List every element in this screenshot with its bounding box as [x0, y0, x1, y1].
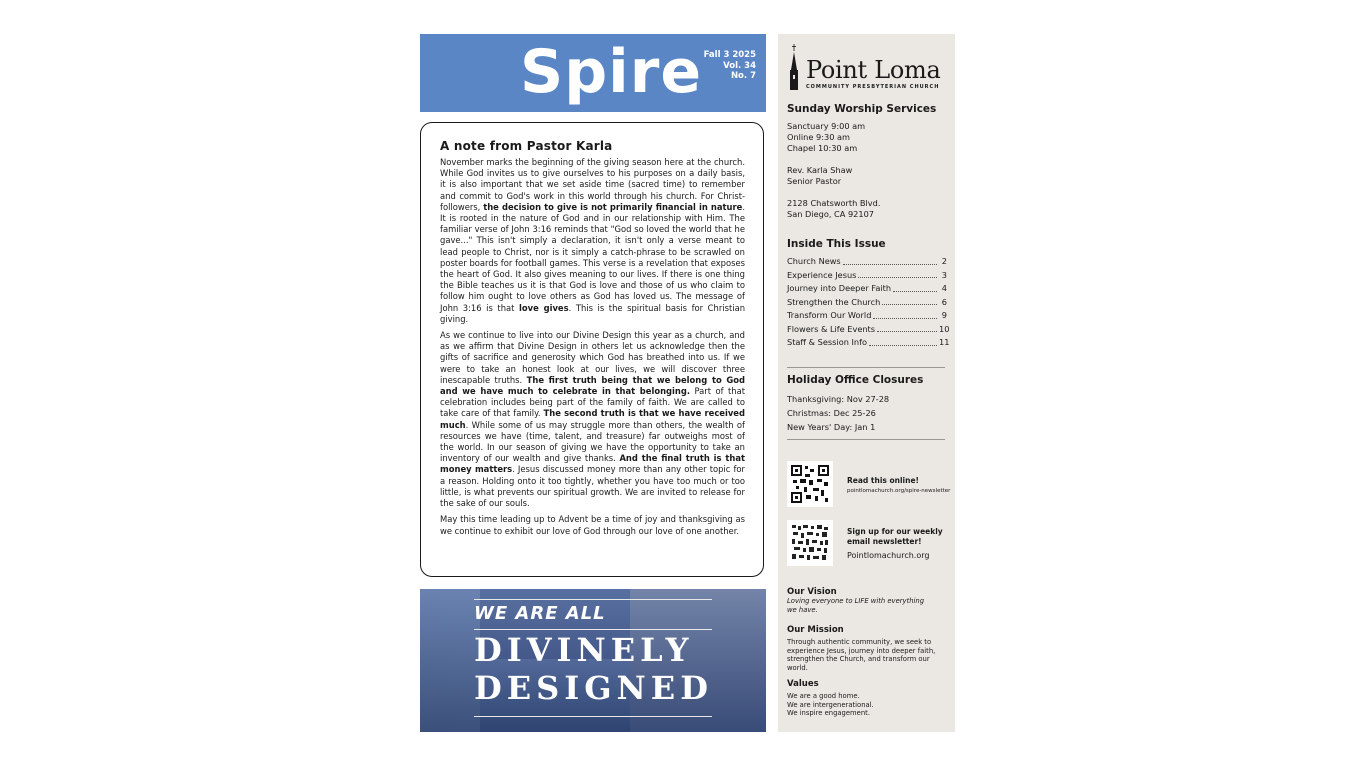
church-subtitle: COMMUNITY PRESBYTERIAN CHURCH [806, 84, 940, 90]
toc-heading: Inside This Issue [787, 238, 886, 250]
vision-section [787, 587, 947, 614]
issue-season: Fall 3 2025 [703, 50, 756, 60]
closure-item: New Years' Day: Jan 1 [787, 422, 876, 432]
values-section [787, 679, 947, 718]
closure-item: Christmas: Dec 25-26 [787, 408, 876, 418]
vision-heading: Our Vision [787, 587, 837, 597]
banner-rule [474, 599, 712, 600]
pastor-note-paragraph-2 [440, 330, 745, 509]
closure-item: Thanksgiving: Nov 27-28 [787, 394, 890, 404]
toc-page: 10 [939, 323, 950, 334]
bold-run: love gives [519, 302, 569, 313]
toc-label: Church News [787, 256, 841, 266]
service-time: Sanctuary 9:00 am [787, 121, 866, 131]
value-item: We are intergenerational. [787, 700, 874, 709]
steeple-icon [788, 44, 800, 92]
toc-leader [843, 255, 937, 265]
issue-number: No. 7 [730, 71, 756, 81]
text-run: . It is rooted in the nature of God and in our relationship with Him. The familiar verse of John 3:16 reminds that "God so loved the world that he gave..." This isn't simply a declaration, it isn't only a verse meant to lead people to Christ, nor is it simply a catch-phrase to be scrawled on poster boards for football games. This verse is a revelation that exposes the heart of God. It also gives meaning to our lives. If there is one thing the Bible teaches us it is that God is love and those of us who claim to follow him ought to love others as God has loved us. The message of John 3:16 is that [440, 201, 745, 313]
qr-code-icon [791, 465, 829, 503]
toc-leader [877, 323, 937, 333]
closures-heading: Holiday Office Closures [787, 374, 924, 386]
bold-run: The second truth is that we have received much [440, 408, 745, 430]
service-time: Online 9:30 am [787, 132, 850, 142]
qr-code-icon [791, 524, 829, 562]
pastor-title: Senior Pastor [787, 176, 842, 186]
text-run: . Jesus discussed money more than any other topic for a reason. Holding onto it too tightly, whether you have too much or too little, is what prevents our spiritual growth. We are invited to release for the sake of our souls. [440, 464, 745, 509]
read-online-text [847, 476, 950, 496]
toc-leader [873, 309, 937, 319]
toc-leader [858, 269, 937, 279]
banner-rule [474, 716, 712, 717]
mission-section [787, 625, 947, 672]
church-address [787, 198, 947, 220]
values-list [787, 692, 947, 718]
signup-title-line-1: Sign up for our weekly [847, 527, 943, 536]
banner-photo [420, 589, 480, 732]
vision-text: Loving everyone to LIFE with everything we have. [787, 597, 925, 614]
toc-item [787, 296, 947, 310]
pastor-name: Rev. Karla Shaw [787, 165, 853, 175]
church-logo [788, 44, 948, 94]
toc-item [787, 309, 947, 323]
toc-item [787, 336, 950, 350]
pastor-note-paragraph-1 [440, 157, 745, 325]
toc-page: 9 [941, 310, 947, 320]
newsletter-front-page [420, 34, 766, 732]
signup-text [847, 527, 943, 561]
toc-label: Strengthen the Church [787, 296, 881, 307]
toc-item [787, 255, 947, 269]
sidebar [778, 34, 955, 732]
value-item: We are a good home. [787, 692, 860, 700]
address-line: 2128 Chatsworth Blvd. [787, 198, 881, 208]
pastor-note [420, 122, 764, 577]
value-item: We inspire engagement. [787, 709, 870, 717]
text-run: As we continue to live into our Divine Design this year as a church, and as we affirm that Divine Design in others let us acknowledge then the gifts of sacrifice and generosity which God has breathed into us. If we were to take an honest look at our lives, we will discover three inescapable truths. [440, 330, 745, 385]
signup-title-line-2: email newsletter! [847, 537, 922, 546]
mission-text: Through authentic community, we seek to experience Jesus, journey into deeper faith, strengthen the Church, and transform our world. [787, 638, 936, 672]
banner-line-2: DIVINELY [474, 631, 694, 669]
toc-page: 4 [941, 283, 947, 293]
divider [787, 367, 945, 368]
worship-section [787, 103, 947, 220]
text-run: November marks the beginning of the giving season here at the church. While God invites us to give ourselves to his purposes on a daily basis, it is also important that we set aside time (sacred time) to remember and commit to God's work in this world through his church. For Christ-followers, [440, 157, 745, 212]
text-run: . This is the spiritual basis for Christian giving. [440, 302, 746, 324]
toc-label: Journey into Deeper Faith [787, 283, 892, 293]
signup-url[interactable]: Pointlomachurch.org [847, 551, 930, 560]
toc-leader [869, 336, 937, 346]
toc-list [787, 255, 950, 350]
toc-label: Staff & Session Info [787, 337, 867, 347]
banner-line-3: DESIGNED [474, 669, 713, 707]
values-heading: Values [787, 679, 819, 689]
bold-run: The first truth being that we belong to God and we have much to celebrate in that belonging. [440, 374, 746, 397]
toc-label: Flowers & Life Events [787, 323, 876, 334]
toc-label: Transform Our World [787, 310, 872, 320]
text-run: Part of that celebration includes being part of the family of faith. We are called to take care of that family. [440, 386, 745, 419]
mission-heading: Our Mission [787, 625, 844, 635]
toc-page: 2 [941, 256, 947, 266]
bold-run: the decision to give is not primarily financial in nature [483, 201, 743, 212]
toc-section [787, 238, 950, 350]
read-online-url[interactable]: pointlomachurch.org/spire-newsletter [847, 488, 951, 494]
toc-page: 11 [939, 337, 950, 347]
closures-list [787, 392, 947, 434]
newsletter-title: Spire [520, 37, 703, 107]
qr-code-online[interactable] [787, 461, 833, 507]
pastor-info [787, 165, 947, 187]
address-line: San Diego, CA 92107 [787, 209, 875, 219]
toc-page: 6 [941, 296, 947, 307]
toc-label: Experience Jesus [787, 269, 857, 280]
issue-info [704, 50, 756, 82]
worship-times [787, 121, 947, 154]
qr-code-signup[interactable] [787, 520, 833, 566]
masthead [420, 34, 766, 112]
closures-section [787, 374, 947, 434]
toc-leader [893, 282, 937, 292]
worship-heading: Sunday Worship Services [787, 103, 937, 115]
text-run: . While some of us may struggle more than others, the wealth of resources we have (time, talent, and treasure) far outweighs most of the world. In our season of giving we have the opportunity to take an inventory of our wealth and give thanks. [440, 419, 745, 464]
toc-item [787, 282, 947, 296]
issue-volume: Vol. 34 [723, 60, 756, 71]
service-time: Chapel 10:30 am [787, 143, 858, 153]
divider [787, 439, 945, 440]
read-online-title: Read this online! [847, 476, 919, 485]
banner-rule [474, 629, 712, 630]
banner-line-1: WE ARE ALL [474, 603, 606, 624]
toc-page: 3 [941, 269, 947, 280]
divinely-designed-banner [420, 589, 766, 732]
bold-run: And the final truth is that money matters [440, 453, 745, 475]
toc-item [787, 269, 947, 283]
toc-item [787, 323, 950, 337]
church-name: Point Loma [806, 56, 941, 84]
pastor-note-heading: A note from Pastor Karla [440, 139, 613, 153]
pastor-note-paragraph-3: May this time leading up to Advent be a time of joy and thanksgiving as we continue to exhibit our love of God through our love of one another. [440, 514, 745, 536]
toc-leader [882, 296, 937, 306]
